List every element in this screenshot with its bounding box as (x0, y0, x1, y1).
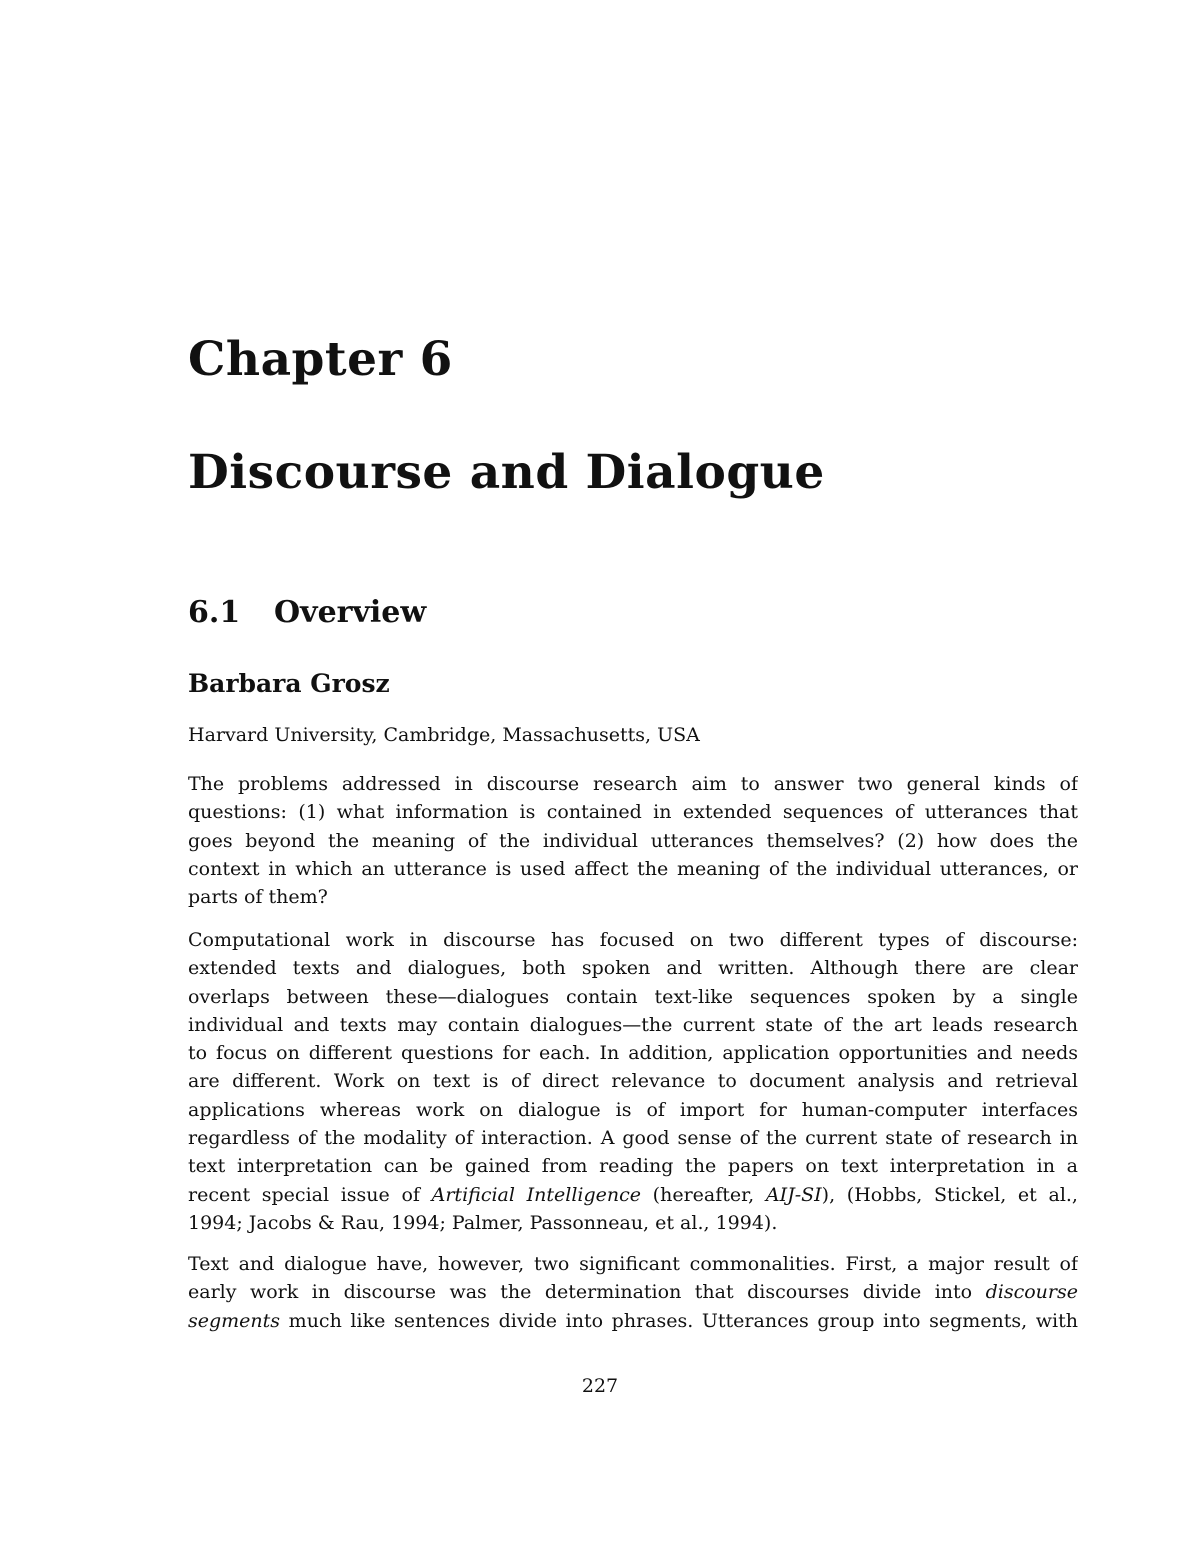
chapter-title: Discourse and Dialogue (188, 445, 825, 500)
text-fragment: much like sentences divide into phrases. Utterances group into segments, with (280, 1309, 1078, 1332)
text-line: are different. Work on text is of direct relevance to document analysis and retrieval (188, 1070, 1078, 1093)
text-line: regardless of the modality of interaction. A good sense of the current state of research in (188, 1127, 1078, 1150)
text-line (188, 1278, 1078, 1306)
text-line: questions: (1) what information is contained in extended sequences of utterances that (188, 801, 1078, 824)
text-line: The problems addressed in discourse research aim to answer two general kinds of (188, 773, 1078, 795)
text-fragment: recent special issue of (188, 1183, 432, 1206)
text-line: to focus on different questions for each. In addition, application opportunities and needs (188, 1042, 1078, 1065)
author-name: Barbara Grosz (188, 669, 390, 698)
text-line: applications whereas work on dialogue is of import for human-computer interfaces (188, 1098, 1078, 1121)
text-line: 1994; Jacobs & Rau, 1994; Palmer, Passonneau, et al., 1994). (188, 1211, 778, 1234)
text-line: Text and dialogue have, however, two significant commonalities. First, a major result of (188, 1253, 1078, 1275)
text-line: individual and texts may contain dialogues—the current state of the art leads research (188, 1013, 1078, 1036)
text-line: goes beyond the meaning of the individual utterances themselves? (2) how does the (188, 829, 1078, 852)
text-fragment: ), (Hobbs, Stickel, et al., (821, 1183, 1078, 1206)
text-line: Computational work in discourse has focused on two different types of discourse: (188, 929, 1078, 951)
author-affiliation: Harvard University, Cambridge, Massachusetts, USA (188, 724, 700, 746)
text-line (188, 1307, 1078, 1335)
emphasized-term: segments (188, 1309, 281, 1332)
section-number: 6.1 (188, 595, 241, 630)
chapter-label: Chapter 6 (188, 332, 453, 387)
text-fragment: (hereafter, (641, 1183, 766, 1206)
text-fragment: early work in discourse was the determination that discourses divide into (188, 1281, 986, 1304)
text-line: parts of them? (188, 886, 328, 909)
emphasized-term: discourse (985, 1281, 1078, 1304)
text-line: extended texts and dialogues, both spoken and written. Although there are clear (188, 957, 1078, 980)
paragraph-1 (188, 770, 1078, 911)
paragraph-3 (188, 1250, 1078, 1335)
paragraph-2 (188, 926, 1078, 1237)
text-line-citation (188, 1181, 1078, 1209)
journal-title: Artificial Intelligence (431, 1183, 641, 1206)
text-line: text interpretation can be gained from reading the papers on text interpretation in a (188, 1155, 1078, 1178)
section-title: Overview (274, 595, 427, 630)
journal-abbreviation: AIJ-SI (765, 1183, 822, 1206)
text-line: context in which an utterance is used affect the meaning of the individual utterances, or (188, 857, 1078, 880)
section-heading (188, 595, 427, 630)
text-line: overlaps between these—dialogues contain text-like sequences spoken by a single (188, 985, 1078, 1008)
page-number: 227 (581, 1375, 619, 1397)
